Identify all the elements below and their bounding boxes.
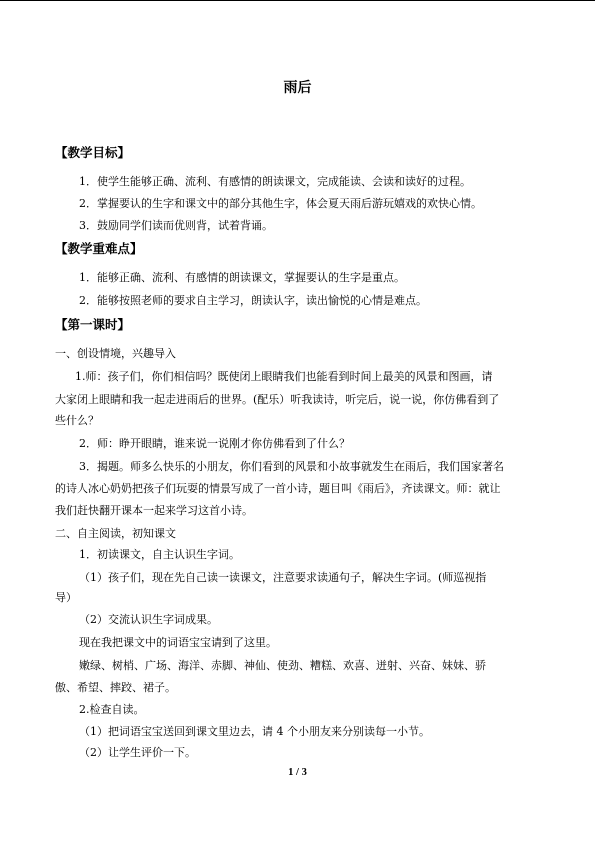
page-number: 1 / 3 bbox=[288, 767, 307, 778]
paragraph-line: 我们赶快翻开课本一起来学习这首小诗。 bbox=[55, 504, 253, 517]
heading-lesson-one: 【第一课时】 bbox=[55, 317, 131, 332]
paragraph-line: （2）让学生评价一下。 bbox=[79, 746, 196, 759]
heading-key-points: 【教学重难点】 bbox=[55, 241, 143, 256]
paragraph-line: 1．使学生能够正确、流利、有感情的朗读课文，完成能读、会读和读好的过程。 bbox=[79, 175, 471, 188]
paragraph-line: 3．揭题。师多么快乐的小朋友，你们看到的风景和小故事就发生在雨后，我们国家著名 bbox=[79, 460, 504, 473]
paragraph-line: 1．初读课文，自主认识生字词。 bbox=[79, 548, 240, 561]
paragraph-line: 2．掌握要认的生字和课文中的部分其他生字，体会夏天雨后游玩嬉戏的欢快心情。 bbox=[79, 197, 482, 210]
paragraph-line: 3．鼓励同学们读而优则背，试着背诵。 bbox=[79, 219, 273, 232]
paragraph-line: （1）把词语宝宝送回到课文里边去，请 4 个小朋友来分别读每一小节。 bbox=[79, 725, 430, 738]
paragraph-line: 的诗人冰心奶奶把孩子们玩耍的情景写成了一首小诗，题目叫《雨后》，齐读课文。师：就让 bbox=[55, 482, 501, 495]
paragraph-line: 大家闭上眼睛和我一起走进雨后的世界。(配乐）听我读诗，听完后，说一说，你仿佛看到了 bbox=[55, 393, 500, 406]
document-title: 雨后 bbox=[283, 80, 312, 96]
section-heading: 二、自主阅读，初知课文 bbox=[55, 527, 176, 540]
heading-teaching-goals: 【教学目标】 bbox=[55, 145, 131, 160]
paragraph-line: 1.师：孩子们，你们相信吗？既使闭上眼睛我们也能看到时间上最美的风景和图画，请 bbox=[75, 370, 493, 383]
paragraph-line: 2.检查自读。 bbox=[79, 703, 145, 716]
paragraph-line: （2）交流认识生字词成果。 bbox=[79, 613, 218, 626]
paragraph-line: 现在我把课文中的词语宝宝请到了这里。 bbox=[79, 636, 277, 649]
paragraph-line: 傲、希望、摔跤、裙子。 bbox=[55, 681, 176, 694]
paragraph-line: 导） bbox=[55, 591, 77, 604]
section-heading: 一、创设情境，兴趣导入 bbox=[55, 347, 176, 360]
page-top-rule bbox=[0, 0, 595, 1]
paragraph-line: 些什么？ bbox=[55, 414, 99, 427]
paragraph-line: 嫩绿、树梢、广场、海洋、赤脚、神仙、使劲、糟糕、欢喜、迸射、兴奋、妹妹、骄 bbox=[79, 659, 486, 672]
paragraph-line: 2．能够按照老师的要求自主学习，朗读认字，读出愉悦的心情是难点。 bbox=[79, 294, 427, 307]
paragraph-line: 1．能够正确、流利、有感情的朗读课文，掌握要认的生字是重点。 bbox=[79, 271, 405, 284]
paragraph-line: 2．师：睁开眼睛，谁来说一说刚才你仿佛看到了什么？ bbox=[79, 437, 350, 450]
paragraph-line: （1）孩子们，现在先自己读一读课文，注意要求读通句子，解决生字词。(师巡视指 bbox=[79, 571, 487, 584]
